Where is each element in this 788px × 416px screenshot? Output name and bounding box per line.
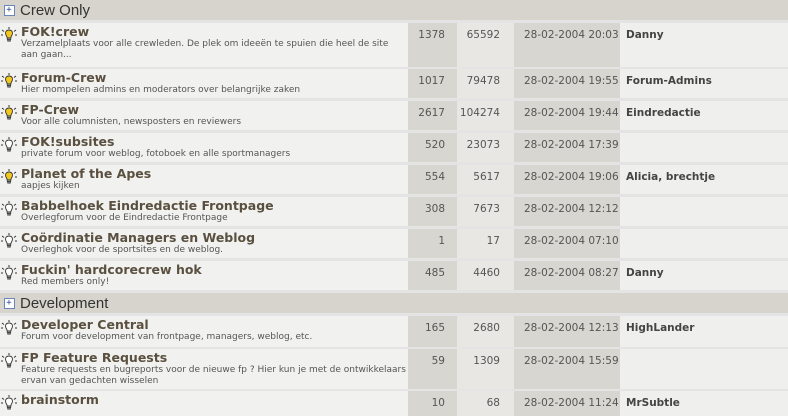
- forum-description: Overlegforum voor de Eindredactie Frontpage: [21, 213, 228, 223]
- posts-cell: [457, 261, 514, 290]
- forum-name-link[interactable]: Babbelhoek Eindredactie Frontpage: [21, 198, 274, 213]
- expand-toggle[interactable]: [0, 293, 18, 313]
- moderators-cell: [620, 197, 788, 226]
- expand-toggle[interactable]: [0, 0, 18, 20]
- forum-description: private forum voor weblog, fotoboek en alle sportmanagers: [21, 149, 291, 159]
- posts-cell: [457, 349, 514, 389]
- last-post-date[interactable]: 28-02-2004 19:06: [524, 171, 619, 183]
- last-post-date[interactable]: 28-02-2004 12:12: [524, 203, 619, 215]
- posts-cell: [457, 316, 514, 347]
- last-post-date[interactable]: 28-02-2004 19:55: [524, 75, 619, 87]
- topic-count: 485: [424, 267, 445, 279]
- forum-name-link[interactable]: Planet of the Apes: [21, 166, 152, 181]
- post-count: 4460: [473, 267, 500, 279]
- forum-name-link[interactable]: Forum-Crew: [21, 70, 107, 85]
- last-post-cell: [514, 229, 620, 258]
- bulb-unlit-icon: [1, 233, 17, 253]
- last-post-cell: [514, 349, 620, 389]
- moderator-names[interactable]: MrSubtle: [626, 397, 680, 409]
- moderator-names[interactable]: [626, 197, 788, 203]
- last-post-cell: [514, 316, 620, 347]
- forum-name-link[interactable]: FP Feature Requests: [21, 350, 168, 365]
- forum-row: [0, 69, 788, 98]
- last-post-cell: [514, 391, 620, 416]
- forum-description: Feature requests en bugreports voor de nieuwe fp ? Hier kun je met de ontwikkelaars ervan van gedachten wisselen: [21, 365, 406, 386]
- forum-row: [0, 133, 788, 162]
- bulb-unlit-icon: [1, 265, 17, 285]
- topics-cell: [408, 133, 457, 162]
- forum-row: [0, 391, 788, 416]
- topics-cell: [408, 197, 457, 226]
- posts-cell: [457, 133, 514, 162]
- post-count: 2680: [473, 322, 500, 334]
- bulb-lit-icon: [1, 27, 17, 47]
- topics-cell: [408, 23, 457, 67]
- moderators-cell: [620, 316, 788, 347]
- topic-count: 165: [424, 322, 445, 334]
- forum-row: [0, 261, 788, 290]
- last-post-date[interactable]: 28-02-2004 20:03: [524, 29, 619, 41]
- forum-status-cell: [0, 23, 18, 67]
- topics-cell: [408, 316, 457, 347]
- forum-info-cell: [18, 349, 408, 389]
- forum-name-link[interactable]: FP-Crew: [21, 102, 80, 117]
- topic-count: 1378: [418, 29, 445, 41]
- moderator-names[interactable]: Alicia, brechtje: [626, 171, 716, 183]
- forum-description: Verzamelplaats voor alle crewleden. De plek om ideeën te spuien die heel de site aan gaan...: [21, 39, 389, 60]
- last-post-cell: [514, 165, 620, 194]
- forum-name-link[interactable]: Fuckin' hardcorecrew hok: [21, 262, 202, 277]
- last-post-date[interactable]: 28-02-2004 08:27: [524, 267, 619, 279]
- moderator-names[interactable]: [626, 133, 788, 139]
- bulb-unlit-icon: [1, 137, 17, 157]
- topics-cell: [408, 101, 457, 130]
- post-count: 104274: [459, 107, 500, 119]
- bulb-unlit-icon: [1, 320, 17, 340]
- bulb-lit-icon: [1, 73, 17, 93]
- forum-row: [0, 197, 788, 226]
- forum-row: [0, 229, 788, 258]
- category-header: [0, 293, 788, 313]
- forum-status-cell: [0, 349, 18, 389]
- forum-status-cell: [0, 229, 18, 258]
- last-post-cell: [514, 101, 620, 130]
- moderators-cell: [620, 391, 788, 416]
- category-title[interactable]: Development: [20, 294, 109, 312]
- forum-description: Hier mompelen admins en moderators over belangrijke zaken: [21, 85, 301, 95]
- posts-cell: [457, 165, 514, 194]
- bulb-lit-icon: [1, 105, 17, 125]
- topics-cell: [408, 349, 457, 389]
- forum-description: aapjes kijken: [21, 181, 80, 191]
- last-post-date[interactable]: 28-02-2004 17:39: [524, 139, 619, 151]
- forum-info-cell: [18, 229, 408, 258]
- moderators-cell: [620, 69, 788, 98]
- topic-count: 2617: [418, 107, 445, 119]
- moderators-cell: [620, 261, 788, 290]
- forum-info-cell: [18, 133, 408, 162]
- last-post-date[interactable]: 28-02-2004 11:24: [524, 397, 619, 409]
- bulb-unlit-icon: [1, 201, 17, 221]
- plus-icon[interactable]: +: [4, 5, 15, 16]
- post-count: 7673: [473, 203, 500, 215]
- topic-count: 520: [424, 139, 445, 151]
- post-count: 68: [486, 397, 500, 409]
- forum-name-link[interactable]: Developer Central: [21, 317, 149, 332]
- post-count: 79478: [466, 75, 500, 87]
- moderators-cell: [620, 23, 788, 67]
- topics-cell: [408, 261, 457, 290]
- topics-cell: [408, 391, 457, 416]
- bulb-unlit-icon: [1, 353, 17, 373]
- moderator-names[interactable]: HighLander: [626, 322, 695, 334]
- posts-cell: [457, 229, 514, 258]
- forum-info-cell: [18, 197, 408, 226]
- bulb-lit-icon: [1, 169, 17, 189]
- forum-status-cell: [0, 133, 18, 162]
- moderators-cell: [620, 229, 788, 258]
- topic-count: 308: [424, 203, 445, 215]
- moderators-cell: [620, 165, 788, 194]
- posts-cell: [457, 23, 514, 67]
- posts-cell: [457, 197, 514, 226]
- category-title-cell: [18, 0, 788, 20]
- moderators-cell: [620, 349, 788, 389]
- bulb-unlit-icon: [1, 395, 17, 415]
- topic-count: 59: [431, 355, 445, 367]
- post-count: 65592: [466, 29, 500, 41]
- topic-count: 1: [438, 235, 445, 247]
- forum-row: [0, 316, 788, 347]
- last-post-date[interactable]: 28-02-2004 15:59: [524, 355, 619, 367]
- moderator-names[interactable]: Forum-Admins: [626, 75, 712, 87]
- forum-status-cell: [0, 165, 18, 194]
- forum-name-link[interactable]: FOK!subsites: [21, 134, 115, 149]
- post-count: 5617: [473, 171, 500, 183]
- last-post-cell: [514, 197, 620, 226]
- forum-name-link[interactable]: brainstorm: [21, 392, 99, 407]
- posts-cell: [457, 391, 514, 416]
- post-count: 23073: [466, 139, 500, 151]
- forum-description: Forum voor development van frontpage, managers, weblog, etc.: [21, 332, 313, 342]
- forum-info-cell: [18, 261, 408, 290]
- forum-description: Voor alle columnisten, newsposters en reviewers: [21, 117, 242, 127]
- last-post-date[interactable]: 28-02-2004 19:44: [524, 107, 619, 119]
- forum-info-cell: [18, 23, 408, 67]
- category-title-cell: [18, 293, 788, 313]
- topics-cell: [408, 229, 457, 258]
- post-count: 1309: [473, 355, 500, 367]
- forum-info-cell: [18, 391, 408, 416]
- moderators-cell: [620, 133, 788, 162]
- forum-status-cell: [0, 261, 18, 290]
- forum-status-cell: [0, 316, 18, 347]
- forum-row: [0, 349, 788, 389]
- last-post-cell: [514, 69, 620, 98]
- forum-name-link[interactable]: FOK!crew: [21, 24, 90, 39]
- moderators-cell: [620, 101, 788, 130]
- plus-icon[interactable]: +: [4, 298, 15, 309]
- moderator-names[interactable]: Eindredactie: [626, 107, 701, 119]
- forum-info-cell: [18, 165, 408, 194]
- forum-status-cell: [0, 197, 18, 226]
- forum-description: Overleghok voor de sportsites en de weblog.: [21, 245, 224, 255]
- category-title[interactable]: Crew Only: [20, 1, 91, 19]
- topic-count: 554: [424, 171, 445, 183]
- last-post-cell: [514, 23, 620, 67]
- forum-status-cell: [0, 69, 18, 98]
- last-post-date[interactable]: 28-02-2004 07:10: [524, 235, 619, 247]
- category-header: [0, 0, 788, 20]
- forum-row: [0, 165, 788, 194]
- posts-cell: [457, 101, 514, 130]
- forum-status-cell: [0, 101, 18, 130]
- forum-status-cell: [0, 391, 18, 416]
- forum-description: Red members only!: [21, 277, 110, 287]
- last-post-cell: [514, 261, 620, 290]
- last-post-date[interactable]: 28-02-2004 12:13: [524, 322, 619, 334]
- last-post-cell: [514, 133, 620, 162]
- posts-cell: [457, 69, 514, 98]
- forum-name-link[interactable]: Coördinatie Managers en Weblog: [21, 230, 256, 245]
- topics-cell: [408, 165, 457, 194]
- forum-info-cell: [18, 69, 408, 98]
- moderator-names[interactable]: Danny: [626, 267, 664, 279]
- topic-count: 1017: [418, 75, 445, 87]
- moderator-names[interactable]: [626, 229, 788, 235]
- topic-count: 10: [431, 397, 445, 409]
- forum-row: [0, 101, 788, 130]
- moderator-names[interactable]: Danny: [626, 29, 664, 41]
- moderator-names[interactable]: [626, 349, 788, 355]
- post-count: 17: [486, 235, 500, 247]
- forum-info-cell: [18, 316, 408, 347]
- topics-cell: [408, 69, 457, 98]
- forum-row: [0, 23, 788, 67]
- forum-info-cell: [18, 101, 408, 130]
